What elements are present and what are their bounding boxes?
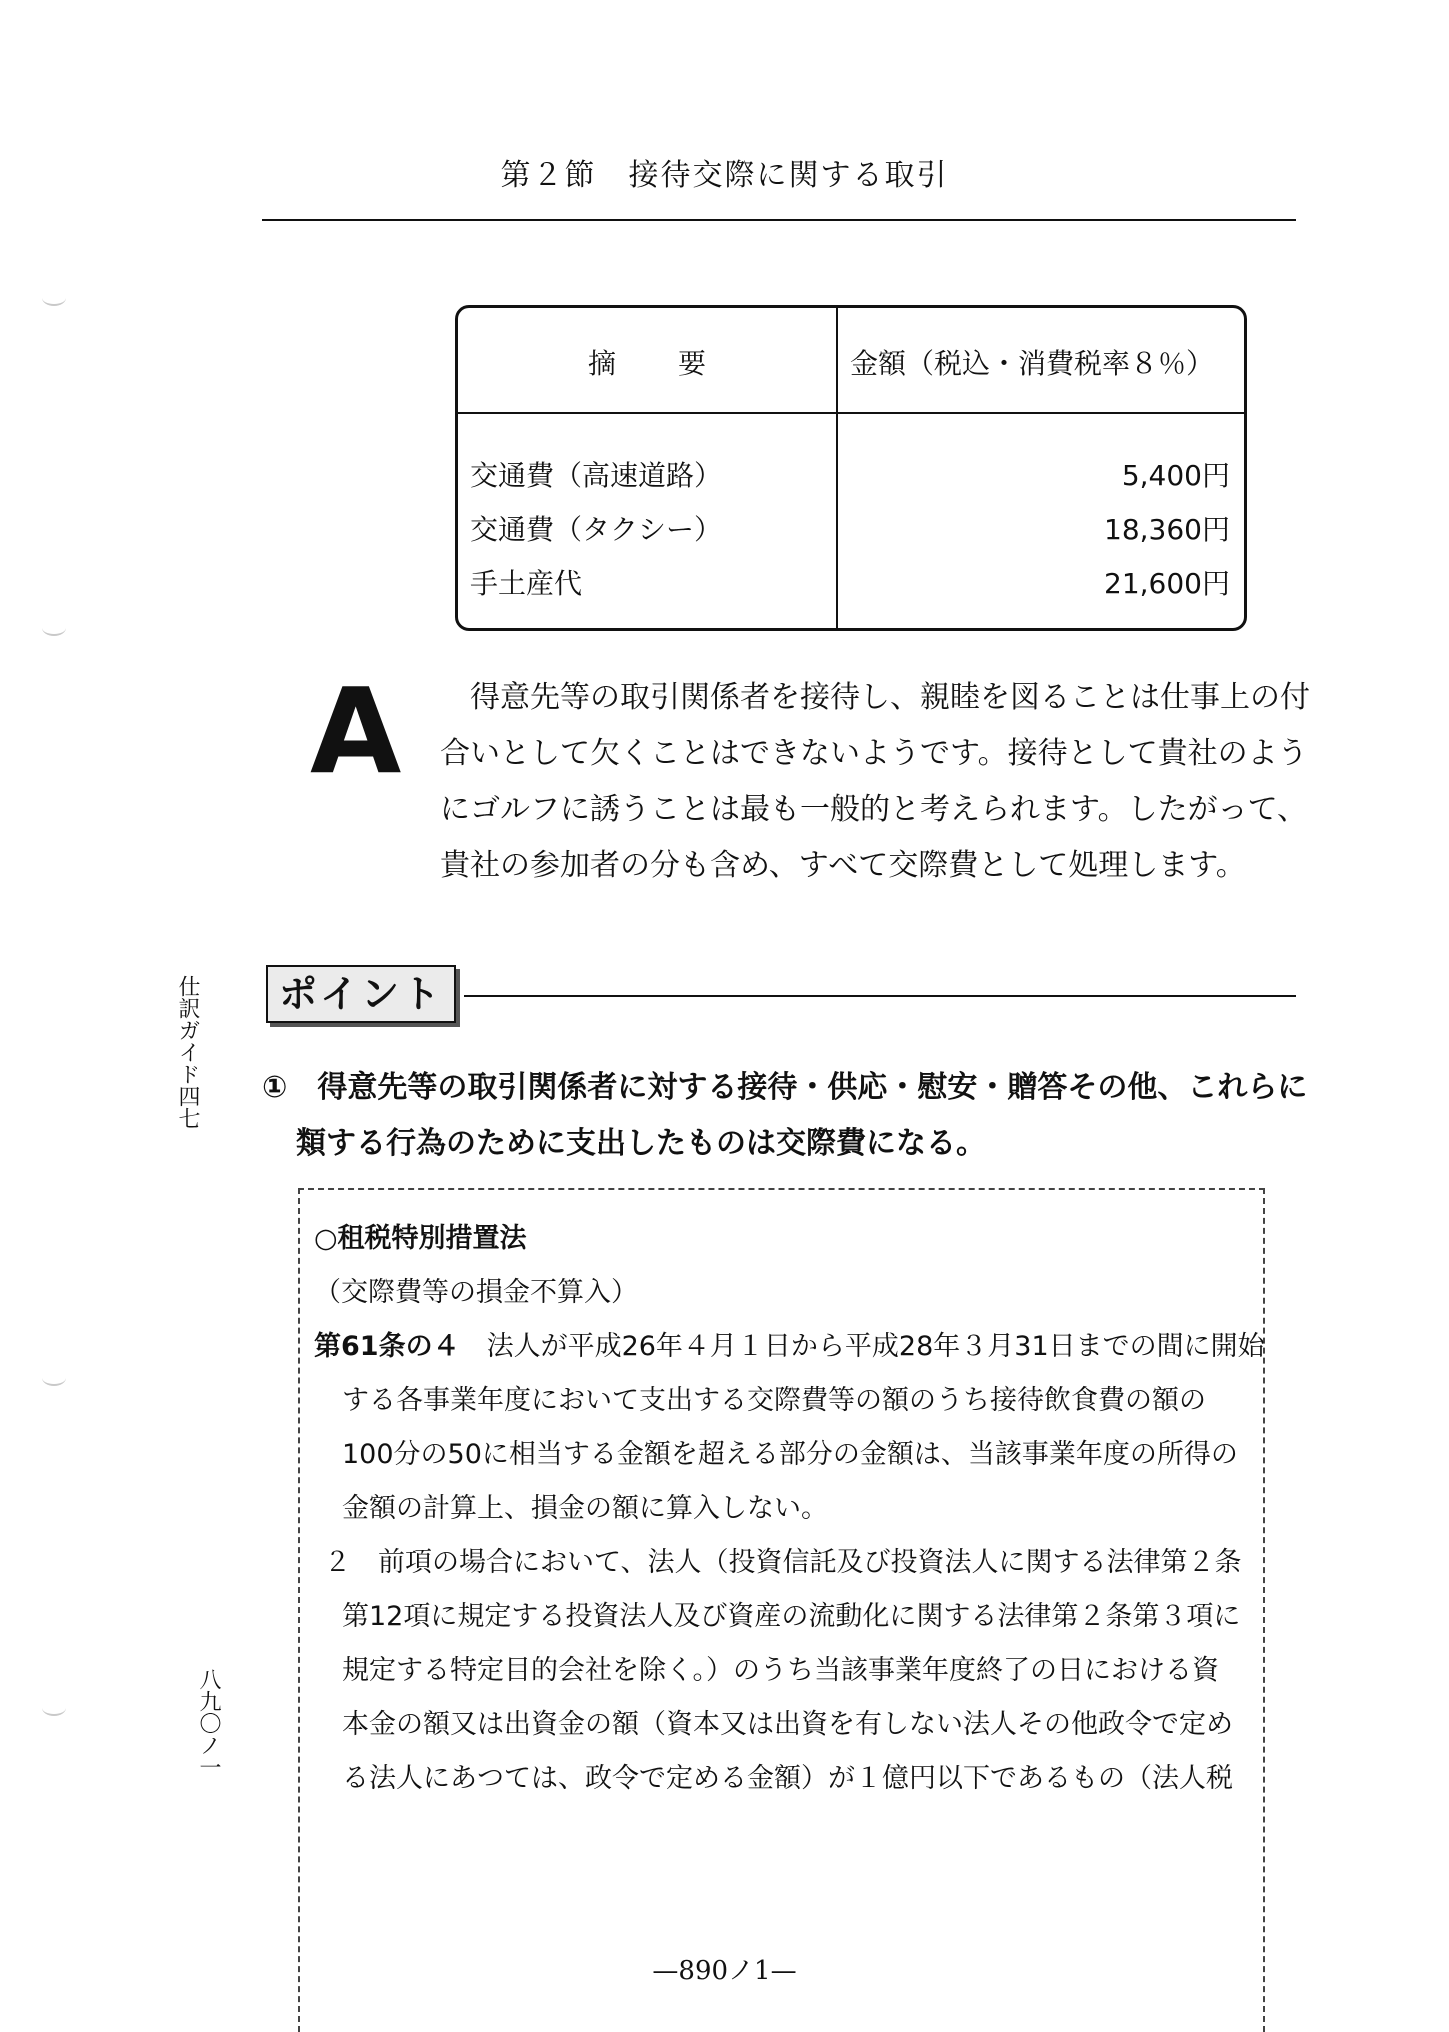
answer-line: 得意先等の取引関係者を接待し、親睦を図ることは仕事上の付 xyxy=(440,680,1310,715)
point-line: 類する行為のために支出したものは交際費になる。 xyxy=(296,1126,986,1161)
answer-line: 合いとして欠くことはできないようです。接待として貴社のよう xyxy=(440,736,1308,771)
table-header-description: 摘要 xyxy=(587,347,768,380)
law-article-number: 第61条の４ xyxy=(314,1331,460,1362)
point-heading: ポイント xyxy=(266,965,456,1023)
row-description: 交通費（高速道路） xyxy=(470,459,723,492)
binding-hole-mark xyxy=(42,1700,66,1716)
section-title: 第２節 接待交際に関する取引 xyxy=(500,158,949,193)
side-page-number: 八九〇ノ一 xyxy=(196,1668,221,1778)
law-subtitle: （交際費等の損金不算入） xyxy=(314,1277,638,1308)
law-article-line: する各事業年度において支出する交際費等の額のうち接待飲食費の額の xyxy=(342,1385,1206,1416)
law-paragraph-line: 本金の額又は出資金の額（資本又は出資を有しない法人その他政令で定め xyxy=(342,1709,1233,1740)
point-line: ① 得意先等の取引関係者に対する接待・供応・慰安・贈答その他、これらに xyxy=(262,1070,1308,1105)
row-description: 手土産代 xyxy=(470,567,583,600)
table-header-amount: 金額（税込・消費税率８％） xyxy=(850,347,1215,380)
binding-hole-mark xyxy=(42,1370,66,1386)
law-paragraph-line: 第12項に規定する投資法人及び資産の流動化に関する法律第２条第３項に xyxy=(342,1601,1241,1632)
page-number: —890ノ1— xyxy=(652,1956,797,1986)
law-title: ○租税特別措置法 xyxy=(314,1223,527,1254)
table-header-rule xyxy=(458,412,1244,414)
side-running-title: 仕訳ガイド四七 xyxy=(175,975,200,1129)
law-article-line: 100分の50に相当する金額を超える部分の金額は、当該事業年度の所得の xyxy=(342,1439,1238,1470)
binding-hole-mark xyxy=(42,620,66,636)
point-rule xyxy=(464,995,1296,997)
table-row xyxy=(470,562,1230,616)
expense-table xyxy=(455,305,1247,631)
table-row xyxy=(470,454,1230,508)
point-item-1 xyxy=(262,1060,1308,1172)
table-row xyxy=(470,508,1230,562)
answer-mark: A xyxy=(310,662,402,800)
law-paragraph-2: ２ 前項の場合において、法人（投資信託及び投資法人に関する法律第２条 xyxy=(324,1547,1242,1578)
law-article-text: 法人が平成26年４月１日から平成28年３月31日までの間に開始 xyxy=(459,1331,1265,1362)
answer-line: 貴社の参加者の分も含め、すべて交際費として処理します。 xyxy=(440,848,1246,883)
row-amount: 5,400円 xyxy=(1121,459,1230,492)
row-description: 交通費（タクシー） xyxy=(470,513,723,546)
law-paragraph-line: る法人にあつては、政令で定める金額）が１億円以下であるもの（法人税 xyxy=(342,1763,1233,1794)
row-amount: 18,360円 xyxy=(1104,513,1230,546)
header-rule xyxy=(262,219,1296,221)
law-excerpt-box xyxy=(298,1188,1265,2032)
binding-hole-mark xyxy=(42,290,66,306)
answer-text xyxy=(440,670,1310,894)
law-paragraph-line: 規定する特定目的会社を除く。）のうち当該事業年度終了の日における資 xyxy=(342,1655,1219,1686)
row-amount: 21,600円 xyxy=(1104,567,1230,600)
answer-line: にゴルフに誘うことは最も一般的と考えられます。したがって、 xyxy=(440,792,1307,827)
law-article-line: 金額の計算上、損金の額に算入しない。 xyxy=(342,1493,828,1524)
